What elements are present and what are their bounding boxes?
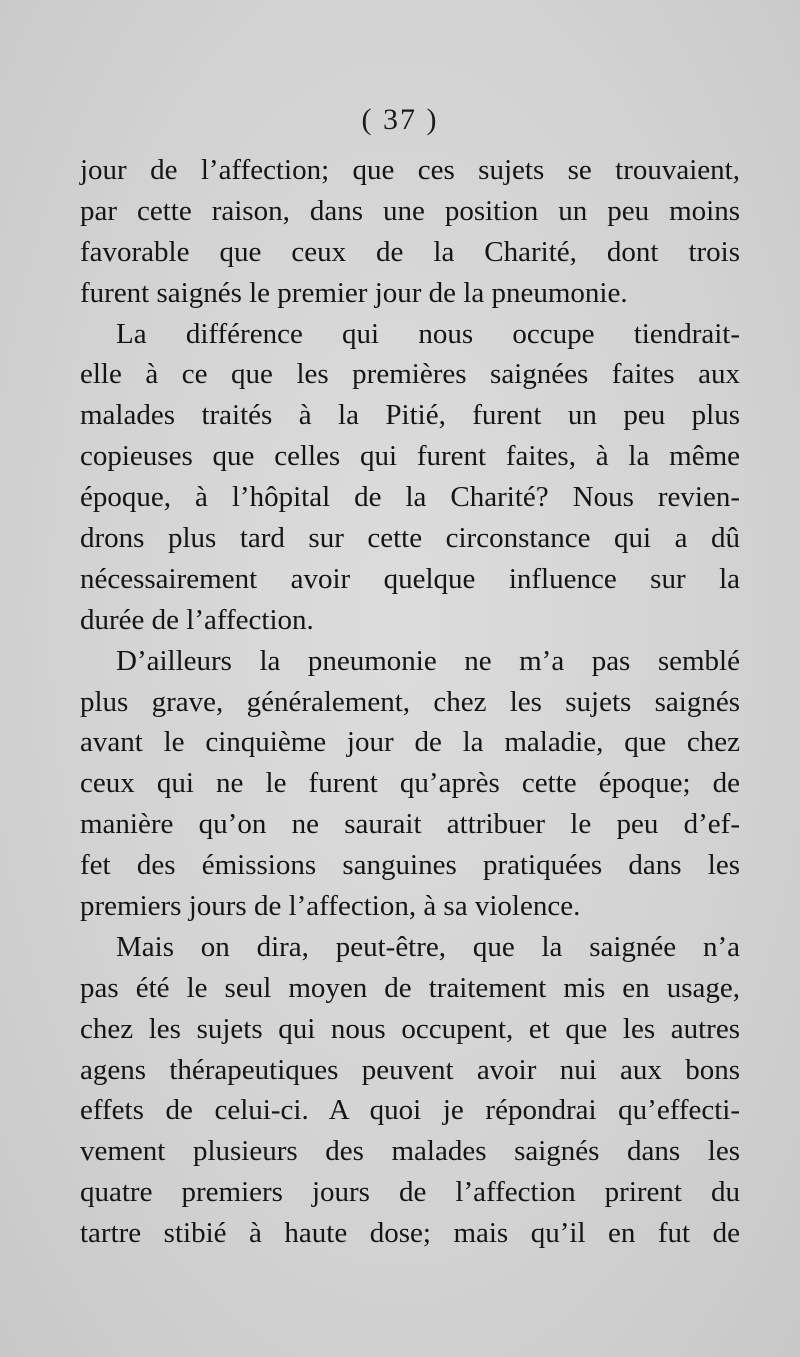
text-line: tartre stibié à haute dose; mais qu’il en fut de: [80, 1217, 740, 1250]
paragraph-start-line: La différence qui nous occupe tiendrait-: [116, 317, 740, 350]
text-line: drons plus tard sur cette circonstance qui a dû: [80, 522, 740, 555]
text-line: chez les sujets qui nous occupent, et que les autres: [80, 1012, 740, 1045]
page-number: ( 37 ): [361, 103, 439, 136]
paragraph-start-line: D’ailleurs la pneumonie ne m’a pas semblé: [116, 644, 740, 677]
text-line: nécessairement avoir quelque influence sur la: [80, 562, 740, 595]
text-line: agens thérapeutiques peuvent avoir nui aux bons: [80, 1053, 740, 1086]
text-line: jour de l’affection; que ces sujets se trouvaient,: [80, 154, 740, 186]
text-line: plus grave, généralement, chez les sujets saignés: [80, 685, 740, 718]
text-line: elle à ce que les premières saignées faites aux: [80, 358, 740, 391]
body-text: [80, 150, 740, 1254]
text-line: fet des émissions sanguines pratiquées dans les: [80, 849, 740, 882]
text-line: par cette raison, dans une position un peu moins: [80, 194, 740, 227]
text-line: vement plusieurs des malades saignés dans les: [80, 1135, 740, 1168]
text-line: ceux qui ne le furent qu’après cette époque; de: [80, 767, 740, 800]
text-line: quatre premiers jours de l’affection prirent du: [80, 1176, 740, 1209]
text-line: favorable que ceux de la Charité, dont trois: [80, 235, 740, 268]
text-line: manière qu’on ne saurait attribuer le peu d’ef-: [80, 808, 740, 841]
text-line: pas été le seul moyen de traitement mis en usage,: [80, 971, 740, 1004]
paragraph-start-line: Mais on dira, peut-être, que la saignée n’a: [116, 930, 740, 963]
text-line: furent saignés le premier jour de la pneumonie.: [80, 276, 628, 309]
text-line: copieuses que celles qui furent faites, à la même: [80, 440, 740, 473]
text-line: époque, à l’hôpital de la Charité? Nous revien-: [80, 481, 740, 514]
text-line: avant le cinquième jour de la maladie, que chez: [80, 726, 740, 759]
text-line: premiers jours de l’affection, à sa violence.: [80, 890, 581, 923]
text-line: durée de l’affection.: [80, 603, 314, 636]
text-line: effets de celui-ci. A quoi je répondrai qu’effecti-: [80, 1094, 740, 1127]
text-line: malades traités à la Pitié, furent un peu plus: [80, 399, 740, 432]
